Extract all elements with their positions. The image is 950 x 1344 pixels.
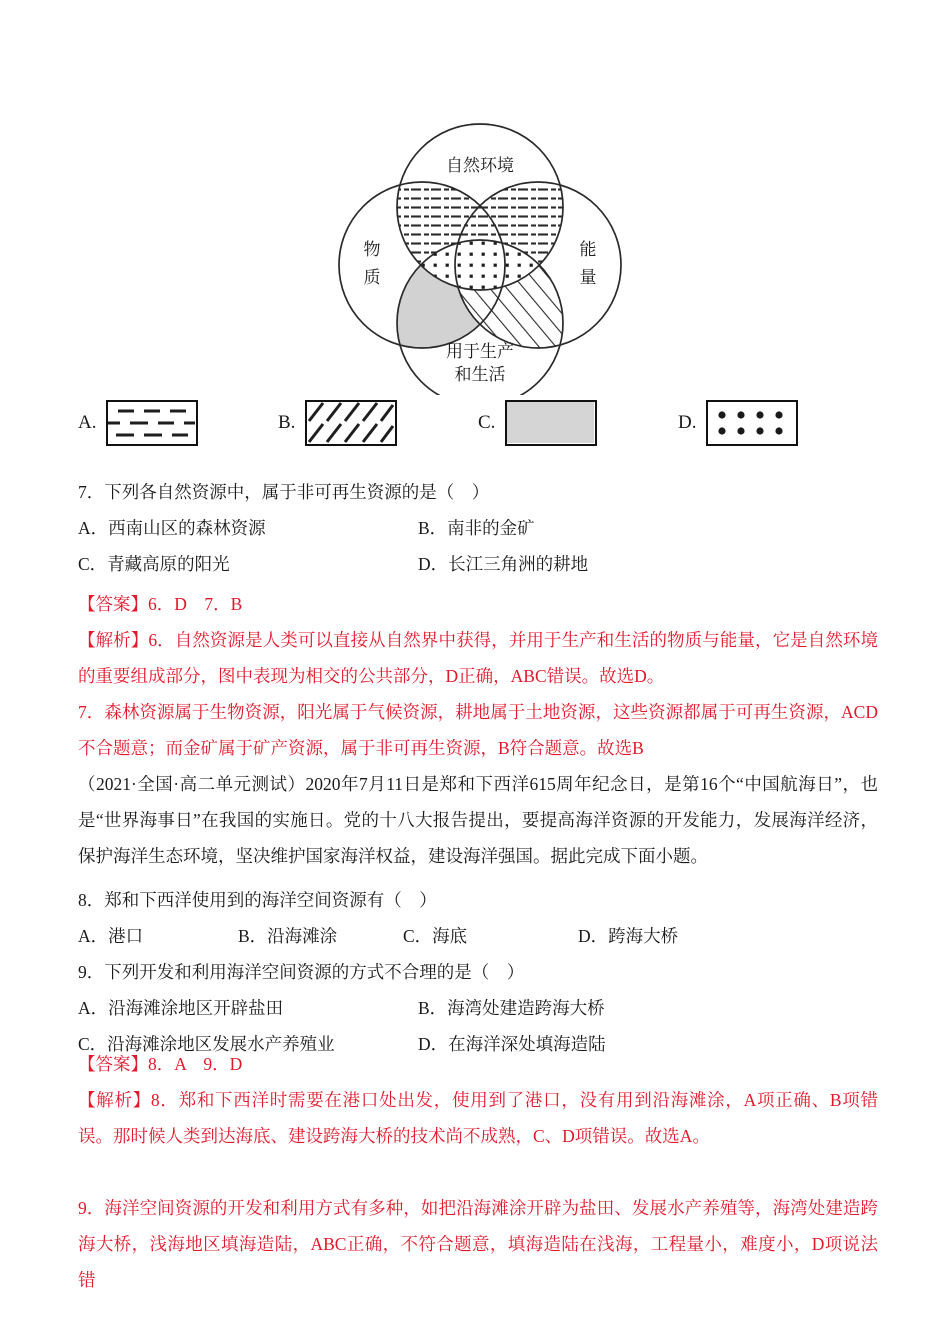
q9-option-a[interactable]: A．沿海滩涂地区开辟盐田 (78, 998, 284, 1018)
q7-option-c[interactable]: C．青藏高原的阳光 (78, 554, 230, 574)
q9-option-b[interactable]: B．海湾处建造跨海大桥 (418, 998, 605, 1018)
q8-option-c[interactable]: C．海底 (403, 926, 468, 946)
q9-option-d[interactable]: D．在海洋深处填海造陆 (418, 1034, 606, 1054)
venn-label-bottom-line2: 和生活 (454, 365, 506, 384)
explanation-8-text: 郑和下西洋时需要在港口处出发，使用到了港口，没有用到沿海滩涂，A项正确、B项错误。那时候人类到达海底、建设跨海大桥的技术尚不成熟，C、D项错误。故选A。 (78, 1090, 878, 1146)
explanation-6-label: 【解析】6． (78, 630, 175, 650)
q7-stem: 7．下列各自然资源中，属于非可再生资源的是（ ） (78, 482, 490, 502)
explanation-6-text: 自然资源是人类可以直接从自然界中获得，并用于生产和生活的物质与能量，它是自然环境的重要组成部分，图中表现为相交的公共部分，D正确，ABC错误。故选D。 (78, 630, 878, 686)
q7-option-a[interactable]: A．西南山区的森林资源 (78, 518, 266, 538)
venn-label-left-line2: 质 (363, 268, 381, 287)
venn-label-right-line1: 能 (579, 240, 597, 259)
q9-stem: 9．下列开发和利用海洋空间资源的方式不合理的是（ ） (78, 962, 525, 982)
explanation-9: 9．海洋空间资源的开发和利用方式有多种，如把沿海滩涂开辟为盐田、发展水产养殖等，海湾处建造跨海大桥，浅海地区填海造陆，ABC正确，不符合题意，填海造陆在浅海，工程量小，难度小，D项说法错 (78, 1198, 878, 1290)
answer-block-2 (78, 1046, 878, 1298)
q8-stem: 8．郑和下西洋使用到的海洋空间资源有（ ） (78, 890, 437, 910)
explanation-6 (78, 622, 878, 694)
answer-block-1 (78, 586, 878, 766)
legend-option-b[interactable] (278, 400, 478, 446)
legend-letter-d: D. (678, 412, 697, 433)
question-8 (78, 882, 878, 954)
q8-option-b[interactable]: B．沿海滩涂 (238, 926, 338, 946)
q7-option-b[interactable]: B．南非的金矿 (418, 518, 535, 538)
swatch-solid-gray (505, 400, 597, 446)
answer-line-2: 【答案】8．A 9．D (78, 1054, 243, 1074)
passage-text: （2021·全国·高二单元测试）2020年7月11日是郑和下西洋615周年纪念日，是第16个“中国航海日”，也是“世界海事日”在我国的实施日。党的十八大报告提出，要提高海洋资源的开发能力，发展海洋经济，保护海洋生态环境，坚决维护国家海洋权益，建设海洋强国。据此完成下面小题。 (78, 774, 879, 866)
swatch-dashed-horizontal-lines (106, 400, 198, 446)
explanation-8 (78, 1082, 878, 1154)
q7-option-d[interactable]: D．长江三角洲的耕地 (418, 554, 589, 574)
q7-options-row-2 (78, 546, 878, 582)
q9-options-row-1 (78, 990, 878, 1026)
pattern-legend-row (78, 392, 878, 454)
legend-option-c[interactable] (478, 400, 678, 446)
q7-options-row-1 (78, 510, 878, 546)
explanation-8-label: 【解析】8． (78, 1090, 179, 1110)
natural-resources-venn-diagram (310, 95, 650, 395)
q8-options-row (78, 918, 878, 954)
explanation-7: 7．森林资源属于生物资源，阳光属于气候资源，耕地属于土地资源，这些资源都属于可再生资源，ACD不合题意；而金矿属于矿产资源，属于非可再生资源，B符合题意。故选B (78, 702, 878, 758)
legend-letter-a: A. (78, 412, 97, 433)
swatch-dots (706, 400, 798, 446)
venn-label-top: 自然环境 (446, 156, 514, 175)
swatch-diagonal-hatch (305, 400, 397, 446)
reading-passage (78, 766, 878, 874)
legend-letter-b: B. (278, 412, 296, 433)
q9-option-c[interactable]: C．沿海滩涂地区发展水产养殖业 (78, 1034, 335, 1054)
venn-svg (310, 95, 650, 395)
question-7 (78, 474, 878, 582)
legend-option-a[interactable] (78, 400, 278, 446)
venn-label-bottom-line1: 用于生产 (446, 342, 514, 361)
legend-letter-c: C. (478, 412, 496, 433)
q8-option-a[interactable]: A．港口 (78, 926, 144, 946)
venn-label-left-line1: 物 (363, 240, 381, 259)
legend-option-d[interactable] (678, 400, 878, 446)
q8-option-d[interactable]: D．跨海大桥 (578, 926, 679, 946)
answer-line-1: 【答案】6．D 7．B (78, 594, 243, 614)
venn-label-right-line2: 量 (579, 268, 597, 287)
